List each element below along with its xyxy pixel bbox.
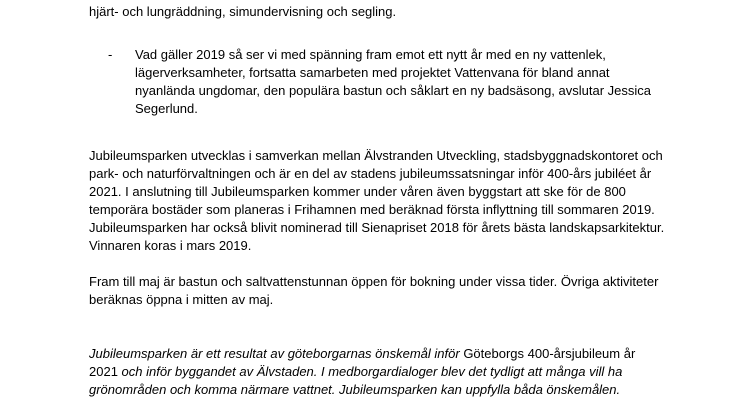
paragraph-line: beräknas öppna i mitten av maj. (89, 292, 274, 307)
bullet-marker: - (108, 47, 113, 62)
italic-paragraph-line (89, 345, 635, 363)
bullet-text-line: Segerlund. (135, 101, 198, 116)
italic-text: Jubileumsparken är ett resultat av göteborgarnas önskemål inför (89, 346, 464, 361)
bullet-text-line: lägerverksamheter, fortsatta samarbeten med projektet Vattenvana för bland annat (135, 65, 610, 80)
bullet-text-line: Vad gäller 2019 så ser vi med spänning fram emot ett nytt år med en ny vattenlek, (135, 47, 606, 62)
bullet-text-line: nyanlända ungdomar, den populära bastun och såklart en ny badsäsong, avslutar Jessica (135, 83, 652, 98)
italic-paragraph-line: grönområden och komma närmare vattnet. Jubileumsparken kan uppfylla båda önskemålen. (89, 382, 621, 397)
paragraph-line: park- och naturförvaltningen och är en del av stadens jubileumssatsningar inför 400-års jubiléet år (89, 166, 652, 181)
paragraph-line: Vinnaren koras i mars 2019. (89, 238, 252, 253)
normal-text: 2021 (89, 364, 122, 379)
paragraph-line: temporära bostäder som planeras i Frihamnen med beräknad första inflyttning till sommaren 2019. (89, 202, 655, 217)
text-line: hjärt- och lungräddning, simundervisning och segling. (89, 4, 397, 19)
italic-text: och inför byggandet av Älvstaden. I medborgardialoger blev det tydligt att många vill ha (121, 364, 623, 379)
normal-text: Göteborgs 400-årsjubileum år (463, 346, 636, 361)
italic-paragraph-line (89, 363, 622, 381)
paragraph-line: Jubileumsparken har också blivit nominerad till Sienapriset 2018 för årets bästa landskapsarkitektur. (89, 220, 665, 235)
paragraph-line: Fram till maj är bastun och saltvattenstunnan öppen för bokning under vissa tider. Övriga aktiviteter (89, 274, 659, 289)
paragraph-line: 2021. I anslutning till Jubileumsparken kommer under våren även byggstart att ske för de 800 (89, 184, 626, 199)
paragraph-line: Jubileumsparken utvecklas i samverkan mellan Älvstranden Utveckling, stadsbyggnadskontoret och (89, 148, 663, 163)
